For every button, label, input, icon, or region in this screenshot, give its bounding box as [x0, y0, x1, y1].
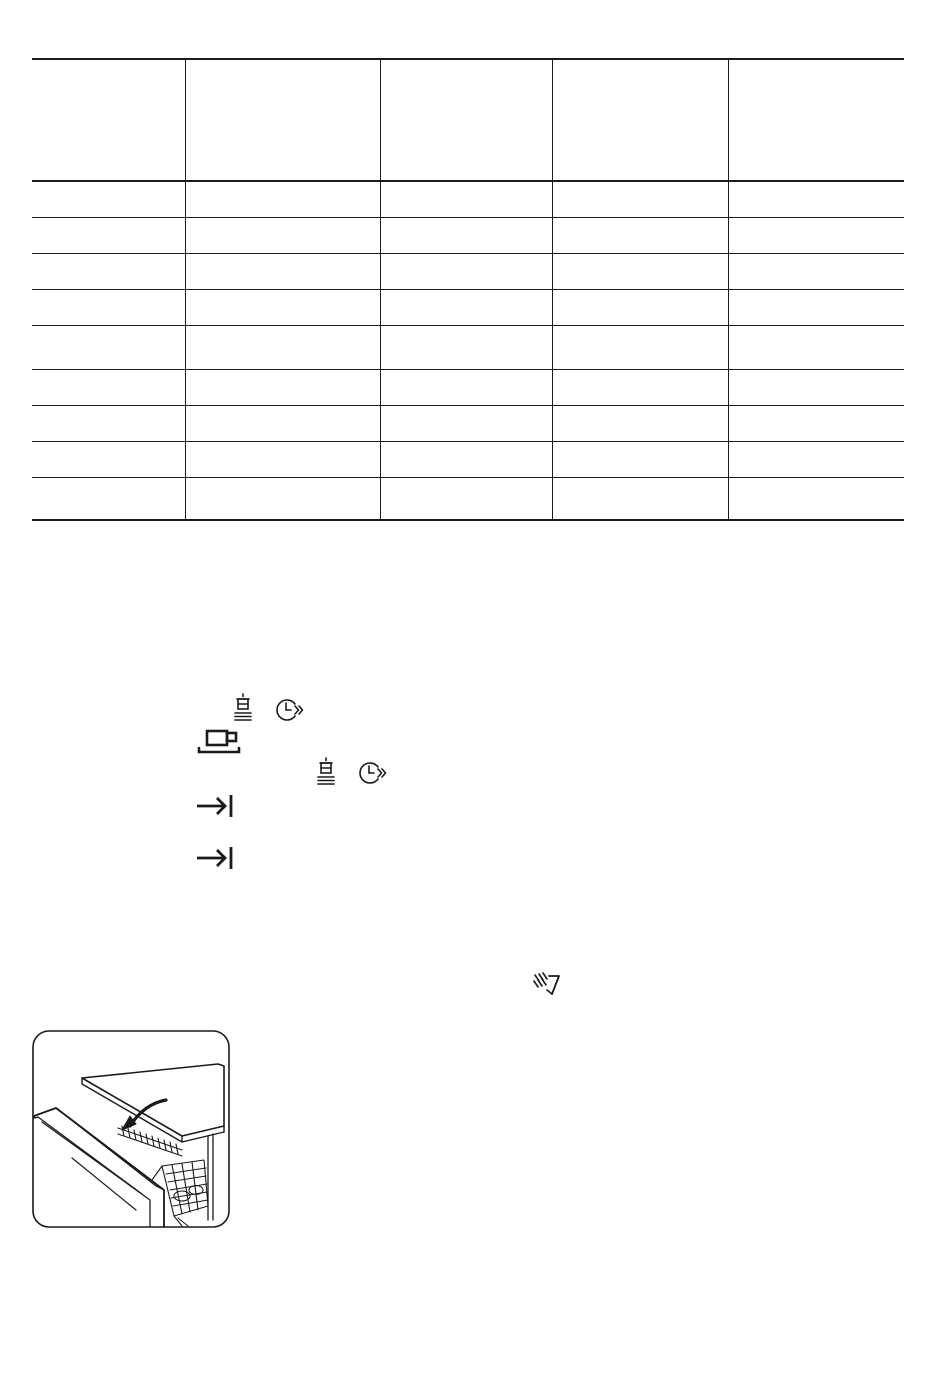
table-cell	[728, 289, 904, 325]
table-cell	[552, 289, 728, 325]
dishwasher-door-opening-illustration	[32, 1030, 230, 1228]
table-cell	[185, 325, 380, 369]
pot-with-steam-icon	[313, 757, 339, 787]
table-cell	[728, 477, 904, 520]
table-cell	[552, 253, 728, 289]
table-cell	[185, 181, 380, 217]
table-header-cell	[728, 59, 904, 181]
table-cell	[728, 253, 904, 289]
table-header-cell	[380, 59, 552, 181]
table-row	[32, 369, 904, 405]
table-cell	[380, 405, 552, 441]
table-cell	[32, 181, 185, 217]
table-row	[32, 477, 904, 520]
spray-rinse-icon	[530, 972, 562, 998]
pot-with-steam-icon	[230, 693, 256, 723]
table-cell	[380, 217, 552, 253]
table-cell	[728, 369, 904, 405]
table-row	[32, 181, 904, 217]
table-cell	[185, 477, 380, 520]
arrow-to-bar-icon	[195, 793, 235, 819]
table-cell	[380, 181, 552, 217]
table-cell	[185, 405, 380, 441]
table-row	[32, 289, 904, 325]
table-cell	[32, 369, 185, 405]
clock-delay-icon	[358, 760, 388, 786]
table-cell	[728, 217, 904, 253]
table-cell	[185, 253, 380, 289]
table-cell	[380, 477, 552, 520]
table-cell	[32, 325, 185, 369]
table-cell	[552, 217, 728, 253]
arrow-to-bar-icon	[195, 845, 235, 871]
table-cell	[552, 441, 728, 477]
table-cell	[185, 369, 380, 405]
table-header-cell	[32, 59, 185, 181]
table-cell	[552, 181, 728, 217]
table-cell	[552, 325, 728, 369]
table-row	[32, 253, 904, 289]
table-cell	[728, 325, 904, 369]
table-row	[32, 217, 904, 253]
table-cell	[185, 289, 380, 325]
cup-on-saucer-icon	[195, 728, 243, 758]
clock-delay-icon	[275, 697, 305, 723]
table-cell	[552, 477, 728, 520]
table-cell	[380, 369, 552, 405]
table-row	[32, 441, 904, 477]
table-cell	[728, 181, 904, 217]
table-cell	[32, 441, 185, 477]
table-cell	[32, 405, 185, 441]
table-row	[32, 405, 904, 441]
table-header-cell	[552, 59, 728, 181]
table-cell	[32, 477, 185, 520]
table-cell	[32, 217, 185, 253]
programme-table	[32, 58, 904, 521]
table-cell	[185, 441, 380, 477]
table-cell	[380, 441, 552, 477]
table-cell	[32, 253, 185, 289]
table-cell	[380, 325, 552, 369]
table-cell	[728, 405, 904, 441]
table-header-cell	[185, 59, 380, 181]
table-row	[32, 325, 904, 369]
table-cell	[728, 441, 904, 477]
table-cell	[185, 217, 380, 253]
table-cell	[380, 253, 552, 289]
table-cell	[380, 289, 552, 325]
table-cell	[552, 405, 728, 441]
table-header-row	[32, 59, 904, 181]
table-cell	[552, 369, 728, 405]
table-cell	[32, 289, 185, 325]
